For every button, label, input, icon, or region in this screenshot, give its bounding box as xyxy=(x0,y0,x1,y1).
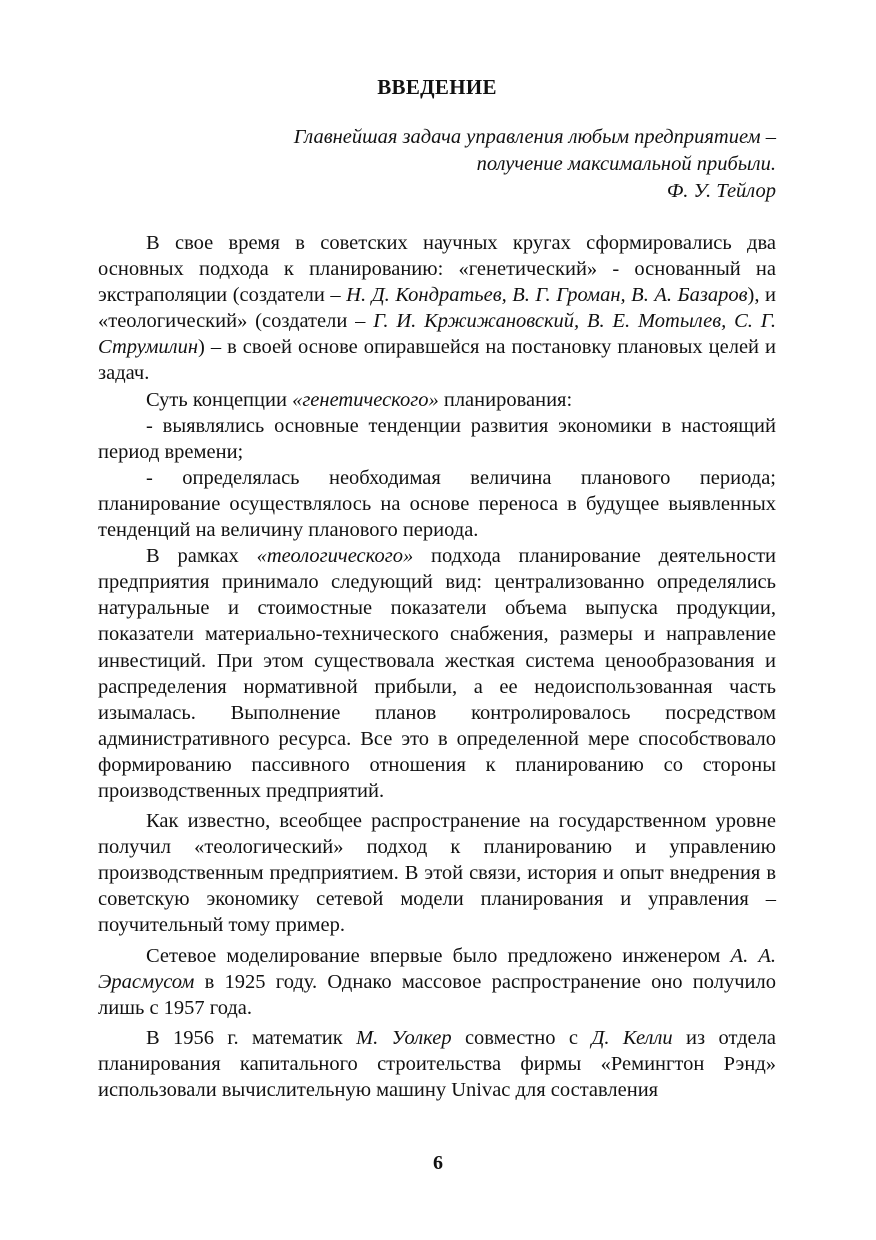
epigraph-line-1: Главнейшая задача управления любым предприятием – xyxy=(293,126,776,148)
paragraph-7-text-a: Сетевое моделирование впервые было предложено инженером xyxy=(146,944,731,967)
paragraph-8-name-a: М. Уолкер xyxy=(356,1026,452,1049)
paragraph-4: - определялась необходимая величина планового периода; планирование осуществлялось на основе переноса в будущее выявленных тенденций на величину планового периода. xyxy=(98,466,776,542)
paragraph-5 xyxy=(98,543,776,804)
paragraph-2 xyxy=(98,387,776,413)
paragraph-1-text-c: ) – в своей основе опиравшейся на постановку плановых целей и задач. xyxy=(98,336,776,385)
paragraph-1-text-a: В свое время в советских научных кругах сформировались два основных подхода к планированию: «генетический» - основанный на экстраполяции (создатели – xyxy=(98,232,776,307)
paragraph-8-text-c: из отдела планирования капитального строительства фирмы «Ремингтон Рэнд» использовали вычислительную машину Univac для составления xyxy=(98,1026,776,1101)
paragraph-5-text-a: В рамках xyxy=(146,545,257,568)
paragraph-2-term: «генетического» xyxy=(292,388,439,411)
epigraph-line-2: получение максимальной прибыли. xyxy=(476,153,776,175)
epigraph xyxy=(98,124,776,205)
paragraph-1-text-b: ), и «теологический» (создатели – xyxy=(98,284,776,333)
paragraph-8-name-b: Д. Келли xyxy=(591,1026,673,1049)
paragraph-5-term: «теологического» xyxy=(256,545,414,568)
paragraph-7 xyxy=(98,943,776,1021)
epigraph-author: Ф. У. Тейлор xyxy=(666,180,776,202)
paragraph-1 xyxy=(98,230,776,387)
paragraph-5-text-b: подхода планирование деятельности предприятия принимало следующий вид: централизованно определялись натуральные и стоимостные показатели объема выпуска продукции, показатели материально-технического снабжения, размеры и направление инвестиций. При этом существовала жесткая система ценообразования и распределения нормативной прибыли, а ее недоиспользованная часть изымалась. Выполнение планов контролировалось посредством административного ресурса. Все это в определенной мере способствовало формированию пассивного отношения к планированию со стороны производственных предприятий. xyxy=(98,545,776,802)
paragraph-8-text-b: совместно с xyxy=(451,1026,592,1049)
paragraph-2-text-b: планирования: xyxy=(438,388,573,411)
paragraph-7-name: А. А. Эрасмусом xyxy=(98,944,776,993)
body-text xyxy=(98,230,776,1103)
paragraph-1-names-b: Г. И. Кржижановский, В. Е. Мотылев, С. Г. Струмилин xyxy=(98,310,777,359)
paragraph-7-text-b: в 1925 году. Однако массовое распространение оно получило лишь с 1957 года. xyxy=(98,970,776,1019)
paragraph-3: - выявлялись основные тенденции развития экономики в настоящий период времени; xyxy=(98,414,776,463)
document-page xyxy=(98,72,776,1103)
paragraph-8-text-a: В 1956 г. математик xyxy=(146,1026,357,1049)
paragraph-2-text-a: Суть концепции xyxy=(146,388,293,411)
page-number: 6 xyxy=(433,1152,443,1174)
paragraph-6: Как известно, всеобщее распространение на государственном уровне получил «теологический» подход к планированию и управлению производственным предприятием. В этой связи, история и опыт внедрения в советскую экономику сетевой модели планирования и управления – поучительный тому пример. xyxy=(98,810,776,937)
page-title: ВВЕДЕНИЕ xyxy=(377,75,497,99)
paragraph-8 xyxy=(98,1025,776,1103)
paragraph-1-names-a: Н. Д. Кондратьев, В. Г. Громан, В. А. Базаров xyxy=(346,284,748,307)
